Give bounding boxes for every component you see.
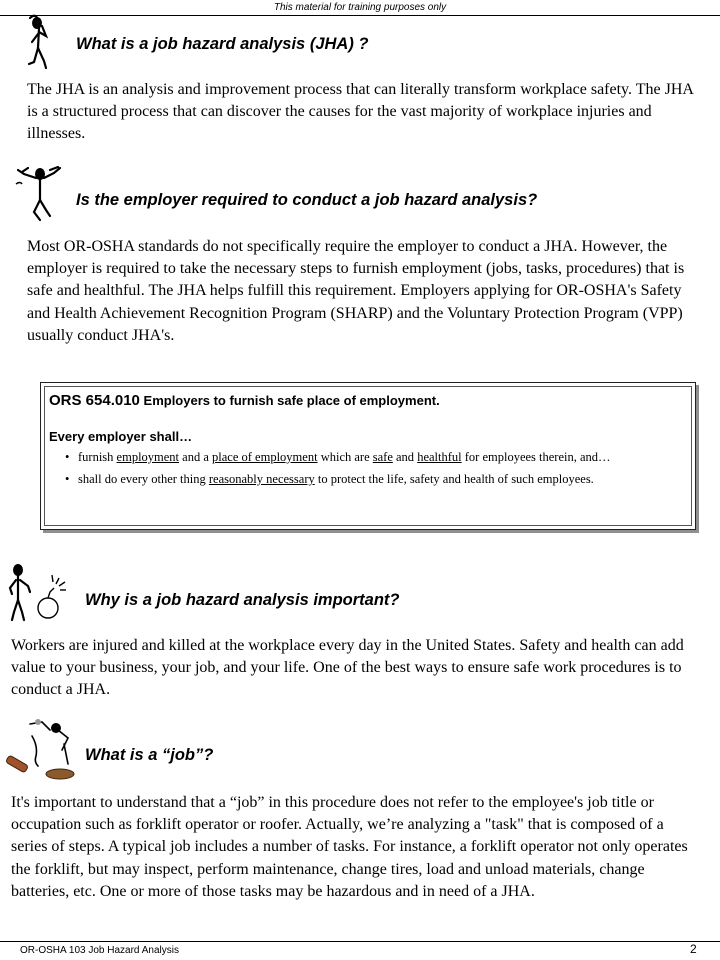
- stick-figure-with-bomb-icon: [6, 562, 76, 624]
- statute-title: [49, 392, 440, 410]
- statute-item-furnish: • furnish employment and a place of employment which are safe and healthful for employees therein, and…: [65, 448, 675, 466]
- paragraph-why-important: Workers are injured and killed at the workplace every day in the United States. Safety and health can add value to your business, your job, and your life. One of the best ways to ensure safe work procedures is to conduct a JHA.: [11, 637, 684, 699]
- footer-rule: [0, 941, 720, 942]
- statute-box: [40, 382, 696, 530]
- statute-description: Employers to furnish safe place of employment.: [139, 393, 440, 408]
- statute-code: ORS 654.010: [49, 392, 140, 409]
- heading-why-important: Why is a job hazard analysis important?: [85, 591, 400, 609]
- stick-figure-with-shovel-icon: [2, 716, 80, 780]
- heading-what-is-job: What is a “job”?: [85, 746, 214, 764]
- training-note: This material for training purposes only: [273, 2, 447, 13]
- footer-course-title: OR-OSHA 103 Job Hazard Analysis: [20, 945, 179, 956]
- heading-employer-required: Is the employer required to conduct a job hazard analysis?: [76, 191, 538, 209]
- paragraph-what-is-jha: The JHA is an analysis and improvement process that can literally transform workplace safety. The JHA is a structured process that can discover the causes for the vast majority of workplace injuries and illnesses.: [27, 81, 694, 143]
- statute-list: [65, 448, 675, 492]
- header-rule: [0, 15, 720, 16]
- heading-what-is-jha: What is a job hazard analysis (JHA) ?: [76, 35, 369, 53]
- confused-stick-figure-icon: [14, 164, 66, 222]
- thinking-stick-figure-icon: [24, 14, 64, 72]
- statute-subheading: Every employer shall…: [49, 429, 193, 444]
- page-number: 2: [690, 942, 697, 956]
- paragraph-what-is-job: It's important to understand that a “job” in this procedure does not refer to the employee's job title or occupation such as forklift operator or roofer. Actually, we’re analyzing a "task" that is composed of a series of steps. A typical job includes a number of tasks. For instance, a forklift operator not only operates the forklift, but may inspect, perform maintenance, change tires, load and unload materials, change batteries, etc. One or more of those tasks may be hazardous and in need of a JHA.: [11, 794, 688, 900]
- paragraph-employer-required: Most OR-OSHA standards do not specifically require the employer to conduct a JHA. However, the employer is required to take the necessary steps to furnish employment (jobs, tasks, procedures) that is safe and healthful. The JHA helps fulfill this requirement. Employers applying for OR-OSHA's Safety and Health Achievement Recognition Program (SHARP) and the Voluntary Protection Program (VPP) usually conduct JHA's.: [27, 238, 685, 344]
- statute-item-reasonably-necessary: • shall do every other thing reasonably necessary to protect the life, safety and health of such employees.: [65, 470, 675, 488]
